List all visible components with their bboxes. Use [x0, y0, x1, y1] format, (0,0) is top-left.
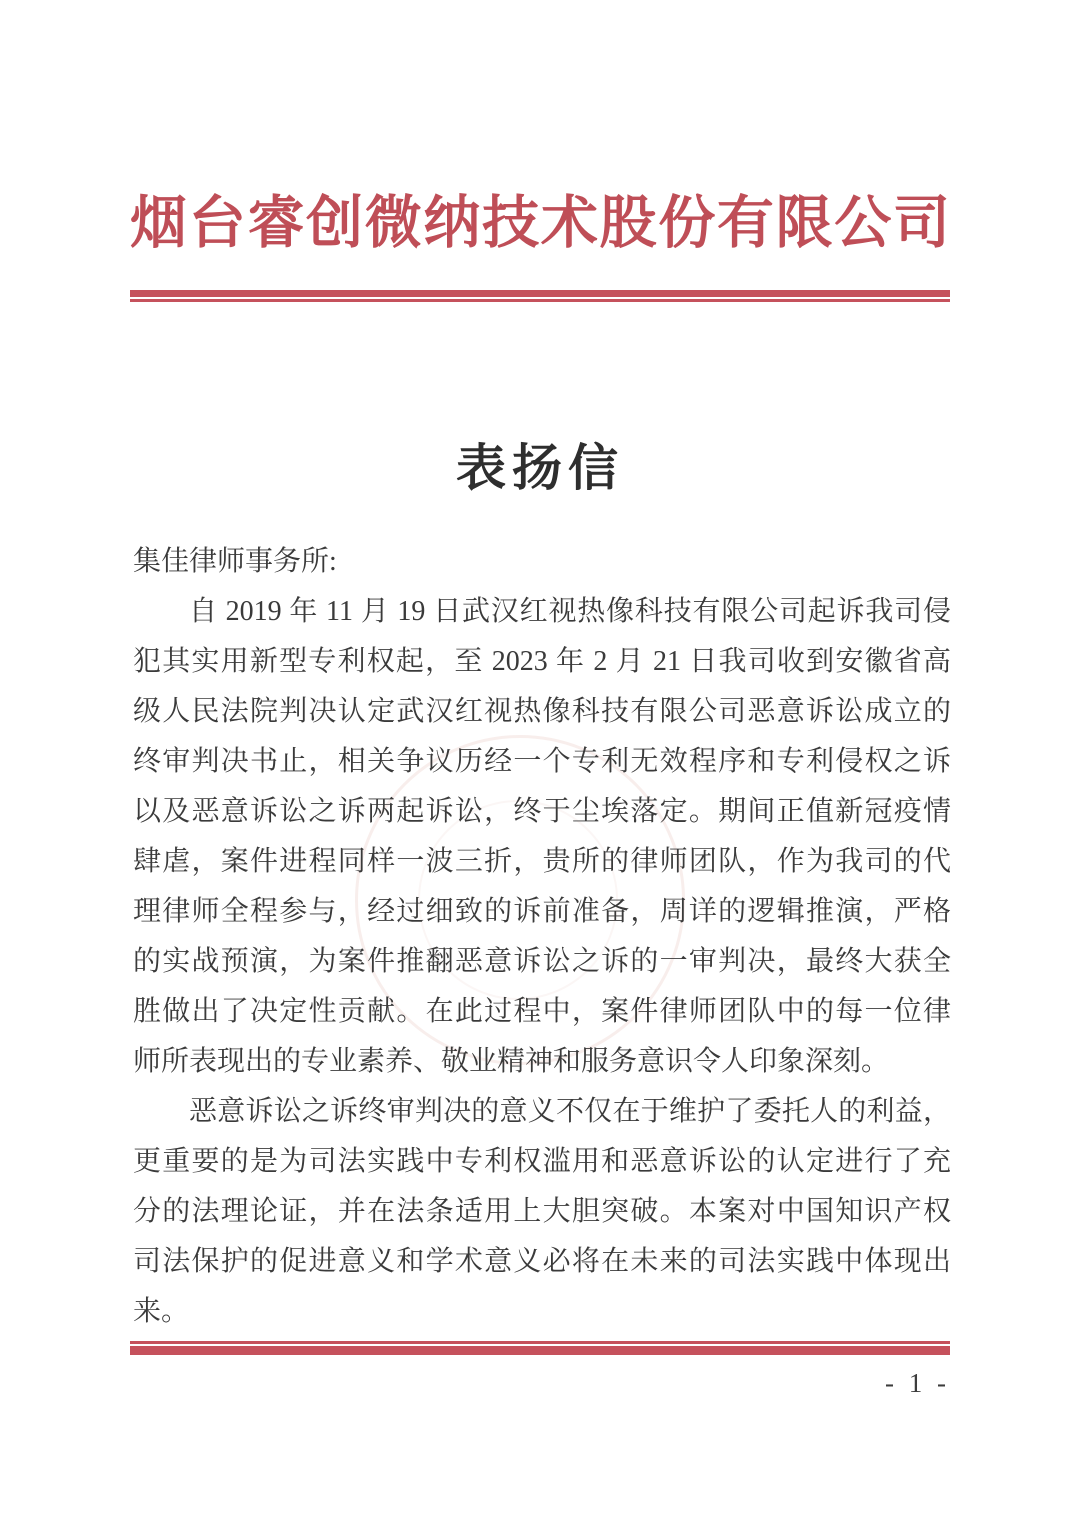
body-line: 终审判决书止，相关争议历经一个专利无效程序和专利侵权之诉 — [133, 746, 951, 777]
body-line: 级人民法院判决认定武汉红视热像科技有限公司恶意诉讼成立的 — [133, 696, 951, 727]
company-letterhead: 烟台睿创微纳技术股份有限公司 — [130, 192, 950, 255]
body-line: 分的法理论证，并在法条适用上大胆突破。本案对中国知识产权 — [133, 1196, 951, 1227]
footer-rule — [130, 1341, 950, 1355]
page-number: - 1 - — [885, 1368, 950, 1398]
body-line: 自 2019 年 11 月 19 日武汉红视热像科技有限公司起诉我司侵 — [189, 596, 951, 627]
letterhead-rule — [130, 290, 950, 302]
letterhead-rule-thick — [130, 290, 950, 297]
body-line: 更重要的是为司法实践中专利权滥用和恶意诉讼的认定进行了充 — [133, 1146, 951, 1177]
letterhead-rule-thin — [130, 299, 950, 302]
letter-title: 表扬信 — [456, 440, 624, 496]
body-line: 以及恶意诉讼之诉两起诉讼，终于尘埃落定。期间正值新冠疫情 — [133, 796, 951, 827]
body-line: 犯其实用新型专利权起，至 2023 年 2 月 21 日我司收到安徽省高 — [133, 646, 951, 677]
body-line: 师所表现出的专业素养、敬业精神和服务意识令人印象深刻。 — [133, 1046, 890, 1077]
body-line: 司法保护的促进意义和学术意义必将在未来的司法实践中体现出 — [133, 1246, 951, 1277]
body-line: 来。 — [133, 1296, 190, 1327]
body-line: 恶意诉讼之诉终审判决的意义不仅在于维护了委托人的利益， — [189, 1096, 951, 1127]
body-line: 理律师全程参与，经过细致的诉前准备，周详的逻辑推演，严格 — [133, 896, 951, 927]
body-line: 肆虐，案件进程同样一波三折，贵所的律师团队，作为我司的代 — [133, 846, 951, 877]
body-line: 胜做出了决定性贡献。在此过程中，案件律师团队中的每一位律 — [133, 996, 951, 1027]
footer-rule-thick — [130, 1346, 950, 1355]
salutation: 集佳律师事务所: — [133, 546, 337, 577]
body-line: 的实战预演，为案件推翻恶意诉讼之诉的一审判决，最终大获全 — [133, 946, 951, 977]
letter-body — [133, 537, 951, 1337]
